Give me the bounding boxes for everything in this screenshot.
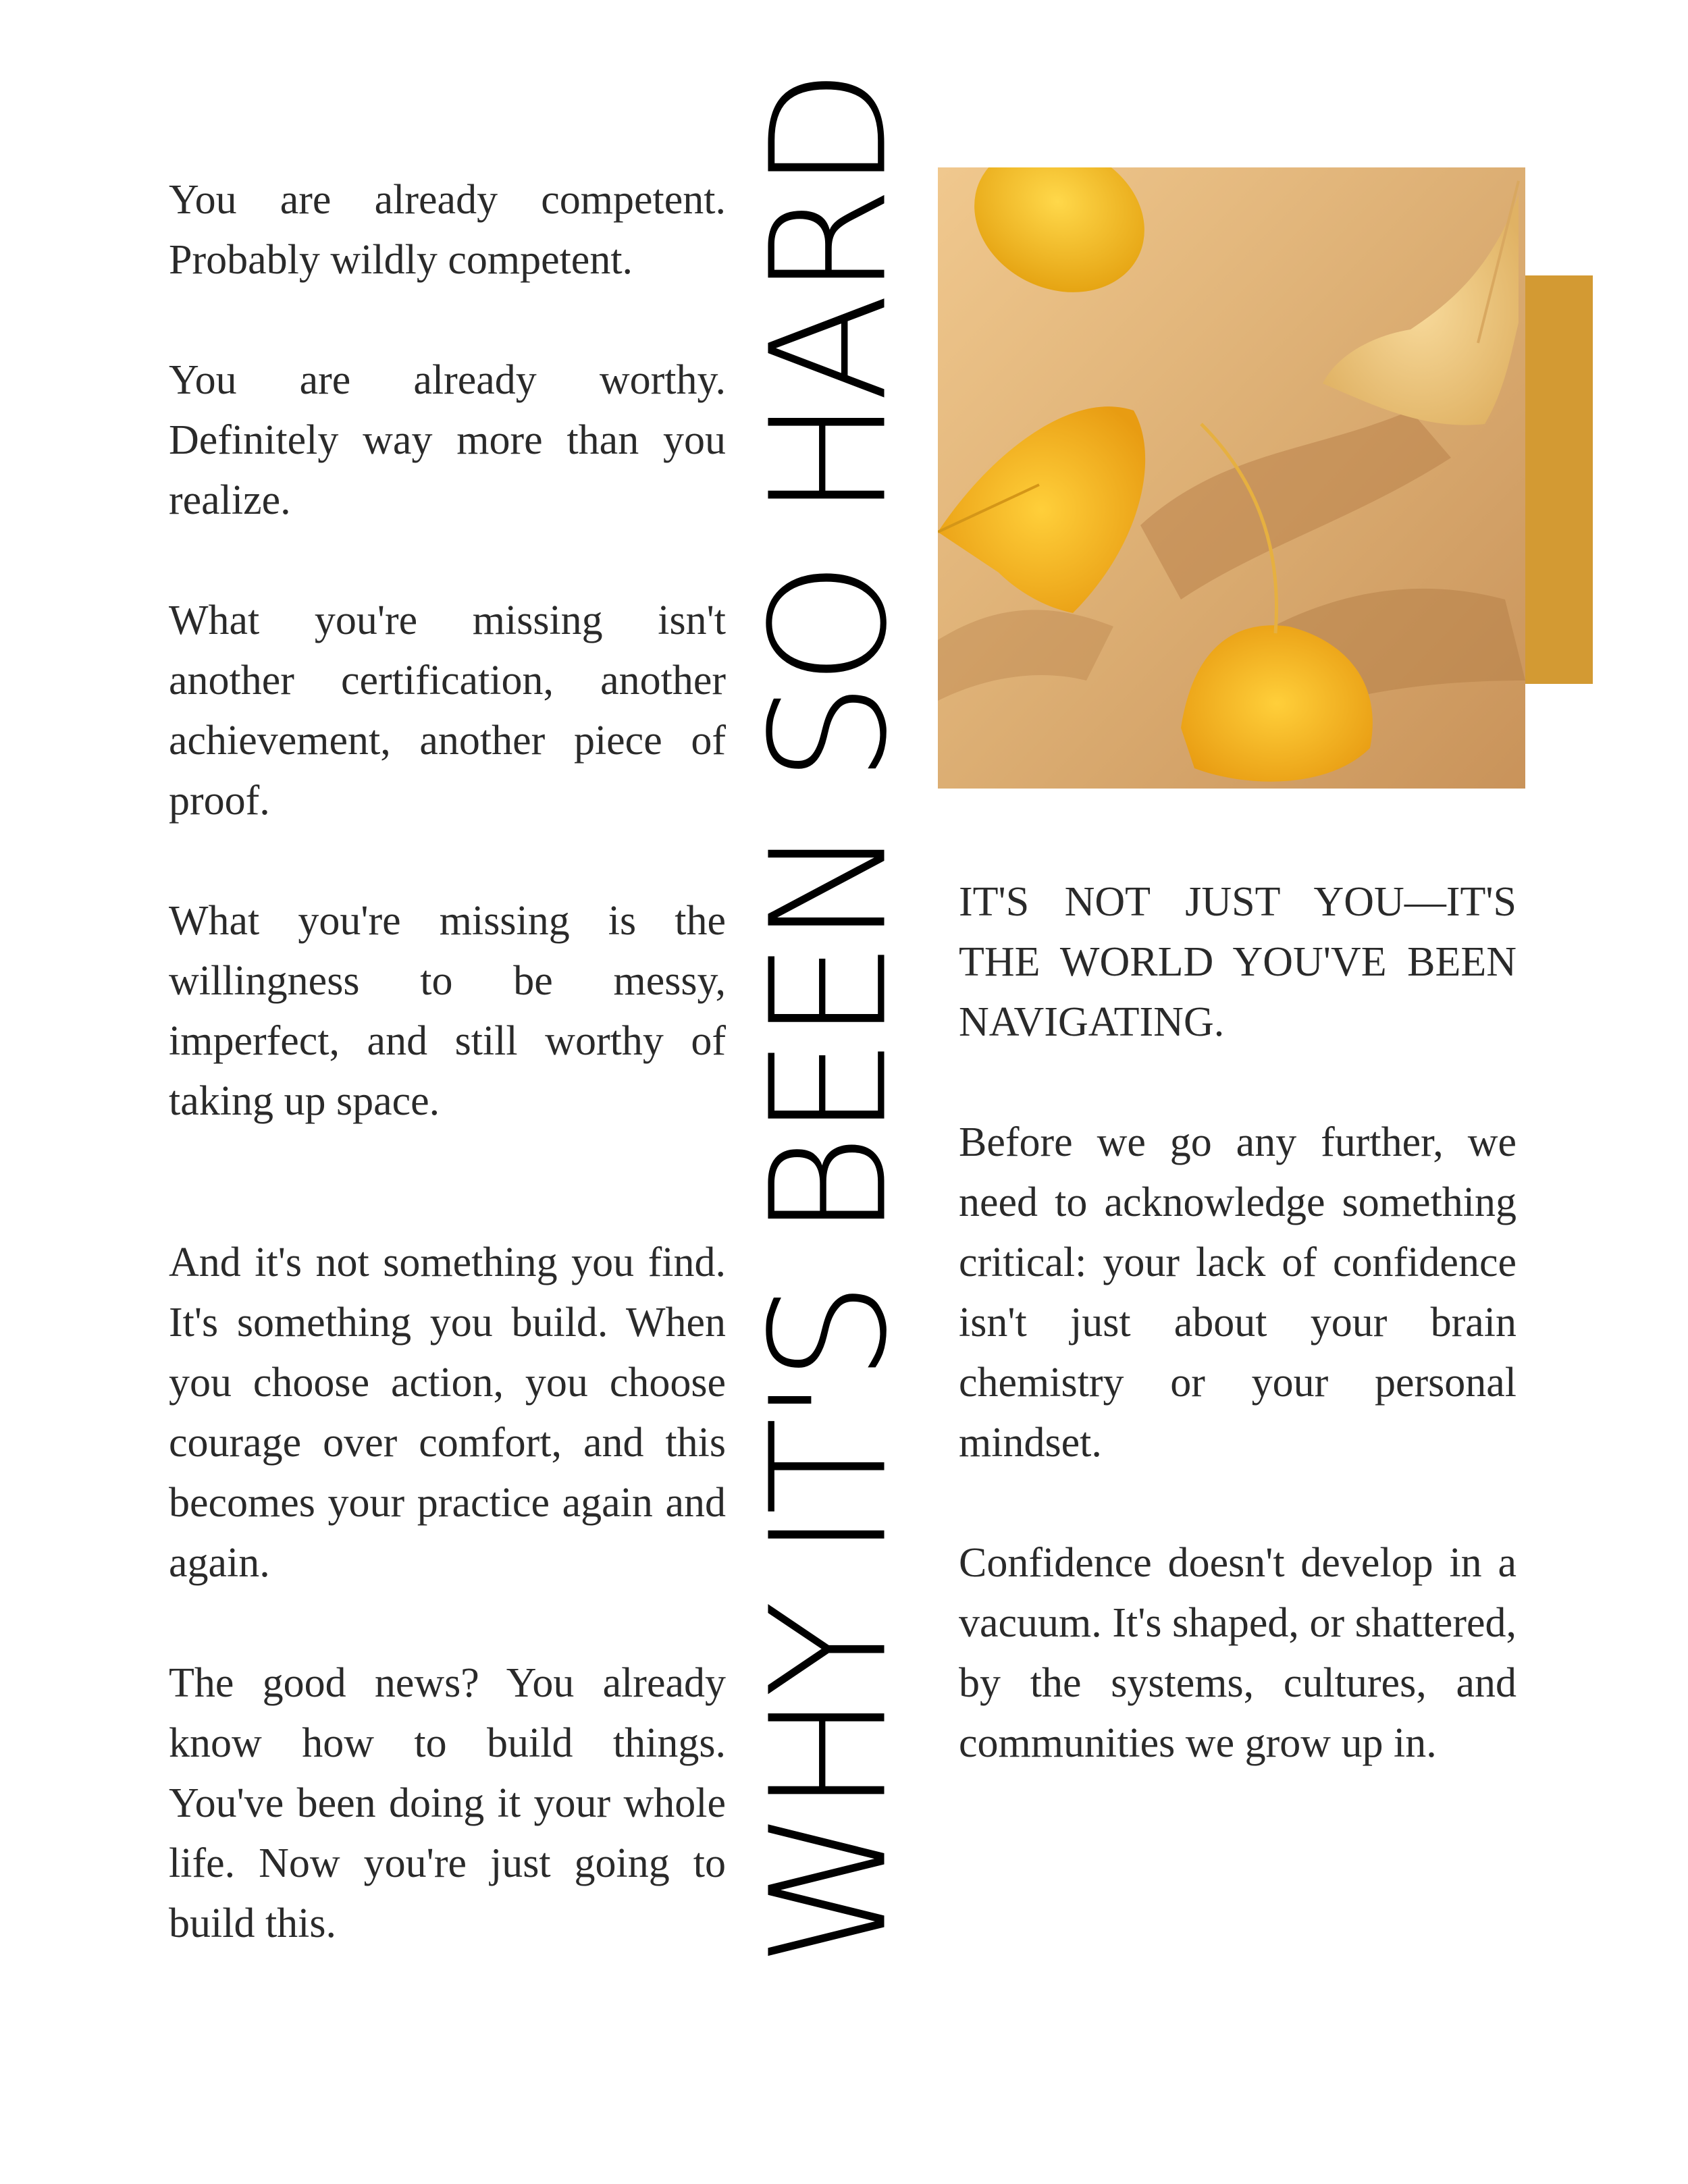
lemon-ginkgo-photo xyxy=(938,167,1525,789)
paragraph-willingness: What you're missing is the willingness to be messy, imperfect, and still worthy of taking up space. xyxy=(169,898,726,1124)
paragraph-build: And it's not something you find. It's something you build. When you choose action, you choose courage over comfort, and this becomes your practice again and again. xyxy=(169,1240,726,1586)
paragraph-worthy: You are already worthy. Definitely way more than you realize. xyxy=(169,357,726,523)
vertical-title xyxy=(736,72,922,1967)
photo-block xyxy=(938,167,1525,789)
section-heading: IT'S NOT JUST YOU—IT'S THE WORLD YOU'VE BEEN NAVIGATING. xyxy=(959,879,1516,1045)
left-column xyxy=(169,170,726,2014)
paragraph-missing: What you're missing isn't another certification, another achievement, another piece of proof. xyxy=(169,597,726,824)
paragraph-good-news: The good news? You already know how to build things. You've been doing it your whole life. Now you're just going to build this. xyxy=(169,1660,726,1946)
right-column xyxy=(959,872,1516,1834)
accent-bar xyxy=(1519,275,1593,684)
paragraph-vacuum: Confidence doesn't develop in a vacuum. It's shaped, or shattered, by the systems, cultures, and communities we grow up in. xyxy=(959,1540,1516,1766)
page-title: WHY IT'S BEEN SO HARD xyxy=(736,72,922,1967)
paragraph-acknowledge: Before we go any further, we need to acknowledge something critical: your lack of confidence isn't just about your brain chemistry or your personal mindset. xyxy=(959,1119,1516,1466)
paragraph-competent: You are already competent. Probably wildly competent. xyxy=(169,177,726,283)
